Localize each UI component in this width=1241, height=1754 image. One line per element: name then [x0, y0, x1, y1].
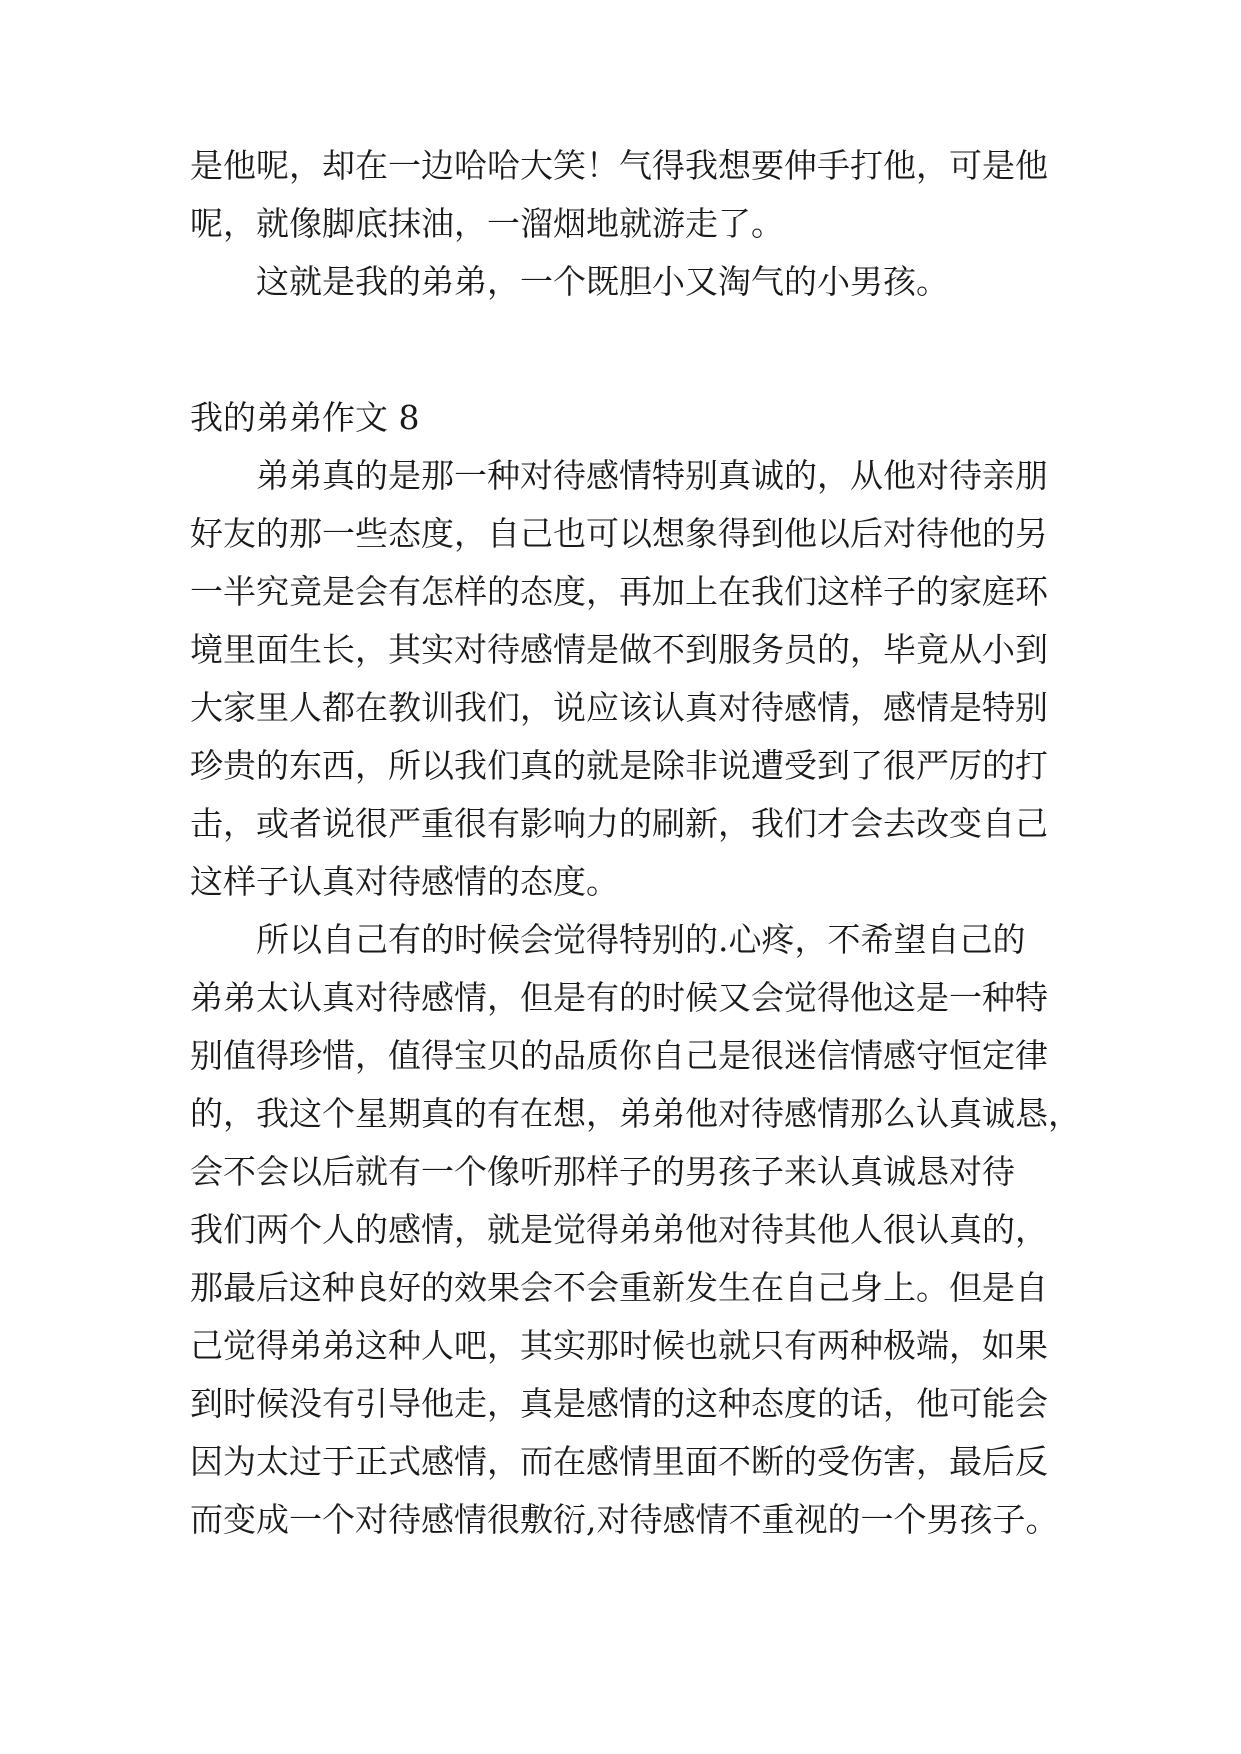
text-line: 好友的那一些态度，自己也可以想象得到他以后对待他的另 — [190, 514, 1048, 553]
text-line: 这就是我的弟弟，一个既胆小又淘气的小男孩。 — [256, 262, 949, 301]
text-line: 境里面生长，其实对待感情是做不到服务员的，毕竟从小到 — [190, 630, 1048, 669]
text-line: 己觉得弟弟这种人吧，其实那时候也就只有两种极端，如果 — [190, 1326, 1048, 1365]
text-line: 到时候没有引导他走，真是感情的这种态度的话，他可能会 — [190, 1384, 1048, 1423]
text-line: 是他呢，却在一边哈哈大笑！气得我想要伸手打他，可是他 — [190, 146, 1048, 185]
text-line: 弟弟真的是那一种对待感情特别真诚的，从他对待亲朋 — [256, 456, 1048, 495]
section-title: 我的弟弟作文 8 — [190, 398, 420, 437]
text-line: 我们两个人的感情，就是觉得弟弟他对待其他人很认真的， — [190, 1210, 1048, 1249]
text-line: 呢，就像脚底抹油，一溜烟地就游走了。 — [190, 204, 784, 243]
text-line: 大家里人都在教训我们，说应该认真对待感情，感情是特别 — [190, 688, 1048, 727]
text-line: 别值得珍惜，值得宝贝的品质你自己是很迷信情感守恒定律 — [190, 1036, 1048, 1075]
text-line: 所以自己有的时候会觉得特别的.心疼，不希望自己的 — [256, 920, 1026, 959]
text-line: 这样子认真对待感情的态度。 — [190, 862, 619, 901]
text-line: 一半究竟是会有怎样的态度，再加上在我们这样子的家庭环 — [190, 572, 1048, 611]
text-line: 那最后这种良好的效果会不会重新发生在自己身上。但是自 — [190, 1268, 1048, 1307]
text-line: 弟弟太认真对待感情，但是有的时候又会觉得他这是一种特 — [190, 978, 1048, 1017]
text-line: 珍贵的东西，所以我们真的就是除非说遭受到了很严厉的打 — [190, 746, 1048, 785]
text-line: 的，我这个星期真的有在想，弟弟他对待感情那么认真诚恳， — [190, 1094, 1081, 1133]
text-line: 而变成一个对待感情很敷衍,对待感情不重视的一个男孩子。 — [190, 1500, 1059, 1539]
text-line: 因为太过于正式感情，而在感情里面不断的受伤害，最后反 — [190, 1442, 1048, 1481]
text-line: 会不会以后就有一个像听那样子的男孩子来认真诚恳对待 — [190, 1152, 1015, 1191]
text-line: 击，或者说很严重很有影响力的刷新，我们才会去改变自己 — [190, 804, 1048, 843]
